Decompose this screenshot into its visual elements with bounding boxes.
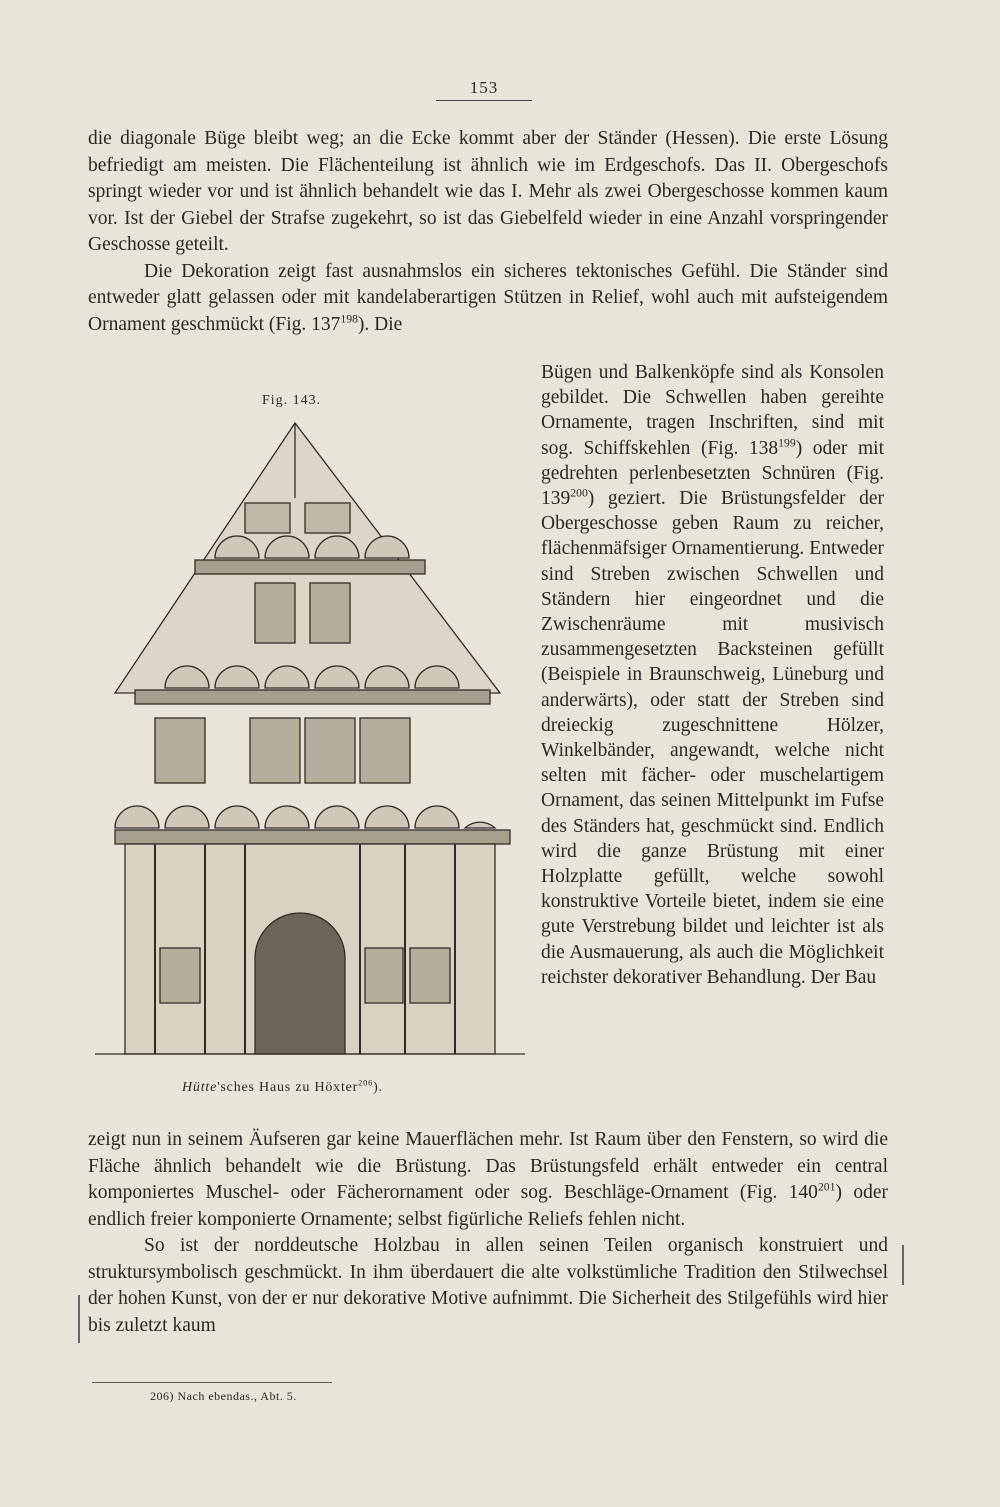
- footnote-divider: [92, 1382, 332, 1383]
- paragraph-3: So ist der norddeutsche Holzbau in allen seinen Teilen organisch konstruiert und struktursymbolisch geschmückt. In ihm überdauert die alte volkstümliche Tradition den Stilwechsel der hohen Kunst, von der er nur dekorative Motive aufnimmt. Die Sicherheit des Stilgefühls wird hier bis zuletzt kaum: [88, 1235, 888, 1336]
- page-number: 153: [436, 78, 532, 101]
- paragraph-2-start: Die Dekoration zeigt fast ausnahmslos ein sicheres tektonisches Gefühl. Die Ständer sind entweder glatt gelassen oder mit kandelaberartigen Stützen in Relief, wohl auch mit aufsteigendem Ornament geschmückt (Fig. $137^{198}$). Die: [88, 260, 888, 335]
- figure-label: Fig. 143.: [262, 393, 322, 408]
- margin-mark-left: [78, 1295, 80, 1343]
- figure-caption: Hütte'sches Haus zu Höxter$^{206}$).: [182, 1078, 383, 1095]
- right-column-text: [541, 360, 884, 990]
- body-text-top: [88, 126, 888, 338]
- paragraph-2-end: zeigt nun in seinem Äufseren gar keine Mauerflächen mehr. Ist Raum über den Fenstern, so wird die Fläche ähnlich behandelt wie die Brüstung. Das Brüstungsfeld erhält entweder ein central komponiertes Muschel- oder Fächerornament oder sog. Beschläge-Ornament (Fig. $140^{201}$) oder endlich freier komponierte Ornamente; selbst figürliche Reliefs fehlen nicht.: [88, 1129, 888, 1230]
- body-text-bottom: [88, 1127, 888, 1339]
- footnote: 206) Nach ebendas., Abt. 5.: [150, 1389, 297, 1403]
- house-illustration: [95, 418, 525, 1063]
- margin-mark-right: [902, 1245, 904, 1285]
- paragraph-2-column: Bügen und Balkenköpfe sind als Konsolen gebildet. Die Schwellen haben gereihte Ornamente, tragen Inschriften, sind mit sog. Schiffskehlen (Fig. $138^{199}$) oder mit gedrehten perlenbesetzten Schnüren (Fig. $139^{200}$) geziert. Die Brüstungsfelder der Obergeschosse geben Raum zu reicher, flächenmäfsiger Ornamentierung. Entweder sind Streben zwischen Schwellen und Ständern hier eingeordnet und die Zwischenräume mit musivisch zusammengesetzten Backsteinen gefüllt (Beispiele in Braunschweig, Lüneburg und anderwärts), oder statt der Streben sind dreieckig zugeschnittene Hölzer, Winkelbänder, angewandt, welche nicht selten mit fächer- oder muschelartigem Ornament, das seinen Mittelpunkt im Fufse des Ständers hat, geschmückt sind. Endlich wird die ganze Brüstung mit einer Holzplatte gefüllt, welche sowohl konstruktive Vorteile bietet, indem sie eine gute Verstrebung bildet und leichter ist als die Ausmauerung, als auch die Möglichkeit reichster dekorativer Behandlung. Der Bau: [541, 362, 884, 988]
- paragraph-1: die diagonale Büge bleibt weg; an die Ecke kommt aber der Ständer (Hessen). Die erste Lösung befriedigt am meisten. Die Flächenteilung ist ähnlich wie im Erdgeschofs. Das II. Obergeschofs springt wieder vor und ist ähnlich behandelt wie das I. Mehr als zwei Obergeschosse kommen kaum vor. Ist der Giebel der Strafse zugekehrt, so ist das Giebelfeld wieder in eine Anzahl vorspringender Geschosse geteilt.: [88, 128, 888, 255]
